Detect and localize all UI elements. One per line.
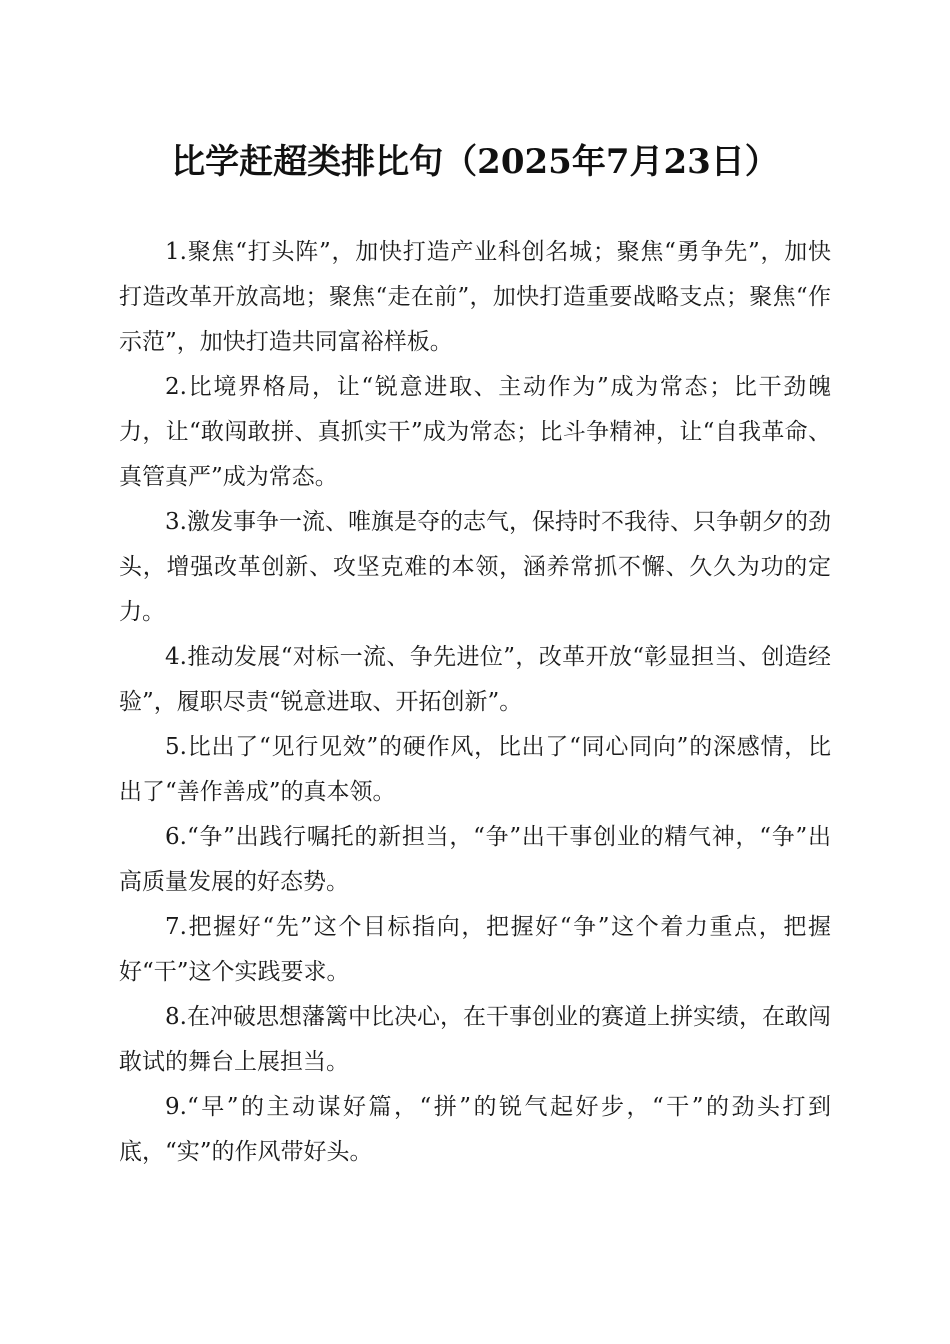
paragraph-9: 9.“早”的主动谋好篇，“拼”的锐气起好步，“干”的劲头打到底，“实”的作风带好头。 bbox=[119, 1094, 831, 1165]
document-body bbox=[119, 230, 831, 1175]
paragraph-5: 5.比出了“见行见效”的硬作风，比出了“同心同向”的深感情，比出了“善作善成”的真本领。 bbox=[119, 734, 831, 805]
paragraph-2: 2.比境界格局，让“锐意进取、主动作为”成为常态；比干劲魄力，让“敢闯敢拼、真抓实干”成为常态；比斗争精神，让“自我革命、真管真严”成为常态。 bbox=[119, 374, 831, 490]
paragraph-8: 8.在冲破思想藩篱中比决心，在干事创业的赛道上拼实绩，在敢闯敢试的舞台上展担当。 bbox=[119, 1004, 831, 1075]
paragraph-1: 1.聚焦“打头阵”，加快打造产业科创名城；聚焦“勇争先”，加快打造改革开放高地；聚焦“走在前”，加快打造重要战略支点；聚焦“作示范”，加快打造共同富裕样板。 bbox=[119, 239, 831, 355]
paragraph-6: 6.“争”出践行嘱托的新担当，“争”出干事创业的精气神，“争”出高质量发展的好态势。 bbox=[119, 824, 831, 895]
paragraph-4: 4.推动发展“对标一流、争先进位”，改革开放“彰显担当、创造经验”，履职尽责“锐意进取、开拓创新”。 bbox=[119, 644, 831, 715]
paragraph-3: 3.激发事争一流、唯旗是夺的志气，保持时不我待、只争朝夕的劲头，增强改革创新、攻坚克难的本领，涵养常抓不懈、久久为功的定力。 bbox=[119, 509, 831, 625]
paragraph-7: 7.把握好“先”这个目标指向，把握好“争”这个着力重点，把握好“干”这个实践要求。 bbox=[119, 914, 831, 985]
document-title: 比学赶超类排比句（2025年7月23日） bbox=[171, 142, 779, 182]
